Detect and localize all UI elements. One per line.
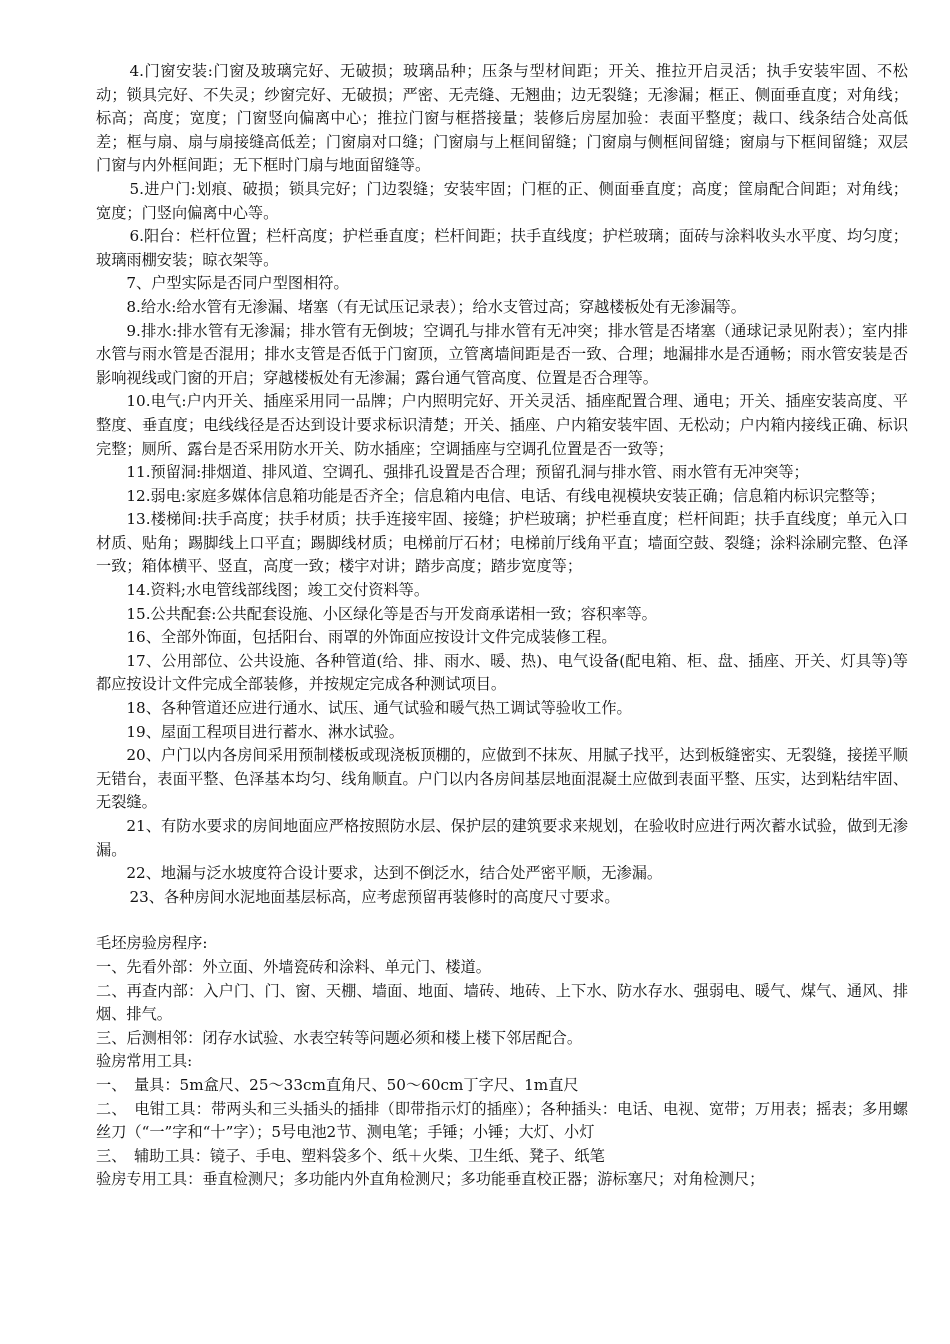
item-4-windows-doors: 4.门窗安装:门窗及玻璃完好、无破损；玻璃品种；压条与型材间距；开关、推拉开启灵活；执手安装牢固、不松动；锁具完好、不失灵；纱窗完好、无破损；严密、无壳缝、无翘曲；边无裂缝；无渗漏；框正、侧面垂直度；对角线；标高；高度；宽度；门窗竖向偏离中心；推拉门窗与框搭接量；装修后房屋加验：表面平整度；裁口、线条结合处高低差；框与扇、扇与扇接缝高低差；门窗扇对口缝；门窗扇与上框间留缝；门窗扇与侧框间留缝；窗扇与下框间留缝；双层门窗与内外框间距；无下框时门扇与地面留缝等。: [96, 62, 908, 175]
item-20-ceilings-floors: 20、户门以内各房间采用预制楼板或现浇板顶棚的，应做到不抹灰、用腻子找平，达到板缝密实、无裂缝，接搓平顺无错台，表面平整、色泽基本均匀、线角顺直。户门以内各房间基层地面混凝土应做到表面平整、压实，达到粘结牢固、无裂缝。: [96, 746, 908, 812]
item-13-stairwell: 13.楼梯间:扶手高度；扶手材质；扶手连接牢固、接缝；护栏玻璃；护栏垂直度；栏杆间距；扶手直线度；单元入口材质、贴角；踢脚线上口平直；踢脚线材质；电梯前厅石材；电梯前厅线角平直；墙面空鼓、裂缝；涂料涂刷完整、色泽一致；箱体横平、竖直，高度一致；楼宇对讲；踏步高度；踏步宽度等；: [96, 510, 908, 576]
item-5-entry-door: 5.进户门:划痕、破损；锁具完好；门边裂缝；安装牢固；门框的正、侧面垂直度；高度；筐扇配合间距；对角线；宽度；门竖向偏离中心等。: [96, 179, 908, 222]
tools-special: 验房专用工具：垂直检测尺；多功能内外直角检测尺；多功能垂直校正器；游标塞尺；对角检测尺；: [96, 1170, 765, 1189]
item-6-balcony: 6.阳台：栏杆位置；栏杆高度；护栏垂直度；栏杆间距；扶手直线度；护栏玻璃；面砖与涂料收头水平度、均匀度；玻璃雨棚安装；晾衣架等。: [96, 227, 908, 269]
item-21-waterproofing: 21、有防水要求的房间地面应严格按照防水层、保护层的建筑要求来规划，在验收时应进行两次蓄水试验，做到无渗漏。: [96, 817, 908, 859]
item-15-public-facilities: 15.公共配套:公共配套设施、小区绿化等是否与开发商承诺相一致；容积率等。: [126, 604, 657, 623]
item-19-roof-tests: 19、屋面工程项目进行蓄水、淋水试验。: [126, 722, 404, 741]
section-gap: [96, 909, 908, 932]
document-page: [96, 60, 908, 1192]
item-17-public-areas: 17、公用部位、公共设施、各种管道(给、排、雨水、暖、热)、电气设备(配电箱、柜、盘、插座、开关、灯具等)等都应按设计文件完成全部装修，并按规定完成各种测试项目。: [96, 651, 908, 694]
item-18-pipe-tests: 18、各种管道还应进行通水、试压、通气试验和暖气热工调试等验收工作。: [126, 699, 632, 718]
item-23-floor-elevation: 23、各种房间水泥地面基层标高，应考虑预留再装修时的高度尺寸要求。: [129, 887, 620, 906]
item-16-exterior-finish: 16、全部外饰面，包括阳台、雨罩的外饰面应按设计文件完成装修工程。: [126, 628, 617, 647]
tools-auxiliary: 三、 辅助工具：镜子、手电、塑料袋多个、纸＋火柴、卫生纸、凳子、纸笔: [96, 1146, 605, 1165]
item-10-electrical: 10.电气:户内开关、插座采用同一品牌；户内照明完好、开关灵活、插座配置合理、通电；开关、插座安装高度、平整度、垂直度；电线线径是否达到设计要求标识清楚；开关、插座、户内箱安装牢固、无松动；户内箱内接线正确、标识完整；厕所、露台是否采用防水开关、防水插座；空调插座与空调孔位置是否一致等；: [96, 392, 908, 458]
procedure-title: 毛坯房验房程序:: [96, 934, 208, 953]
procedure-step-1: 一、先看外部：外立面、外墙瓷砖和涂料、单元门、楼道。: [96, 957, 491, 976]
tools-measuring: 一、 量具：5m盒尺、25～33cm直角尺、50～60cm丁字尺、1m直尺: [96, 1075, 579, 1094]
item-8-water-supply: 8.给水:给水管有无渗漏、堵塞（有无试压记录表）；给水支管过高；穿越楼板处有无渗漏等。: [126, 297, 746, 316]
tools-electrical: 二、 电钳工具：带两头和三头插头的插排（即带指示灯的插座）；各种插头：电话、电视、宽带；万用表；摇表；多用螺丝刀（“一”字和“十”字）；5号电池2节、测电笔；手锤；小锤；大灯、小灯: [96, 1099, 908, 1142]
item-12-low-voltage: 12.弱电:家庭多媒体信息箱功能是否齐全；信息箱内电信、电话、有线电视模块安装正确；信息箱内标识完整等；: [126, 486, 885, 505]
item-7-floor-plan: 7、户型实际是否同户型图相符。: [126, 274, 349, 293]
item-11-reserved-holes: 11.预留洞:排烟道、排风道、空调孔、强排孔设置是否合理；预留孔洞与排水管、雨水管有无冲突等；: [126, 463, 809, 482]
tools-title: 验房常用工具:: [96, 1052, 193, 1071]
item-9-drainage: 9.排水:排水管有无渗漏；排水管有无倒坡；空调孔与排水管有无冲突；排水管是否堵塞（通球记录见附表）；室内排水管与雨水管是否混用；排水支管是否低于门窗顶，立管离墙间距是否一致、合理；地漏排水是否通畅；雨水管安装是否影响视线或门窗的开启；穿越楼板处有无渗漏；露台通气管高度、位置是否合理等。: [96, 321, 908, 387]
item-14-documents: 14.资料;水电管线部线图；竣工交付资料等。: [126, 581, 430, 600]
procedure-step-3: 三、后测相邻：闭存水试验、水表空转等问题必须和楼上楼下邻居配合。: [96, 1028, 582, 1047]
procedure-step-2: 二、再查内部：入户门、门、窗、天棚、墙面、地面、墙砖、地砖、上下水、防水存水、强弱电、暖气、煤气、通风、排烟、排气。: [96, 981, 908, 1024]
item-22-floor-drain: 22、地漏与泛水坡度符合设计要求，达到不倒泛水，结合处严密平顺，无渗漏。: [126, 864, 663, 883]
